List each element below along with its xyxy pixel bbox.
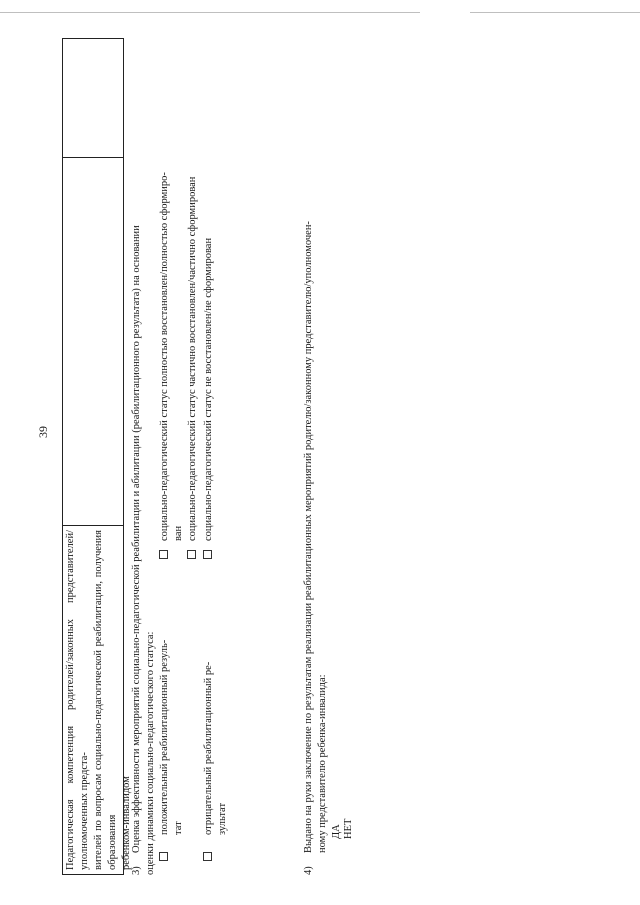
competence-line-2: вителей по вопросам социально-педагогической реабилитации, получения образования (93, 530, 118, 870)
status-full-option (158, 544, 172, 559)
status-partial-option (186, 544, 200, 559)
section-3-title-2: оценки динамики социально-педагогического статуса: (145, 631, 156, 875)
negative-result-label-2: зультат (217, 802, 228, 835)
status-full-label-2: ван (173, 525, 184, 541)
positive-result-label-2: тат (173, 821, 184, 835)
status-none-checkbox[interactable] (203, 550, 212, 559)
scan-edge-line-right (470, 12, 640, 13)
section-4-line-1: Выдано на руки заключение по результатам реализации реабилитационных мероприятий родителю/законному представителю/уполномочен- (303, 221, 314, 853)
status-none-option (202, 544, 216, 559)
negative-result-label-1: отрицательный реабилитационный ре- (203, 661, 214, 835)
positive-result-option (158, 846, 172, 861)
section-3-number: 3) (131, 866, 142, 875)
section-4-number: 4) (303, 866, 314, 875)
positive-result-label-1: положительный реабилитационный резуль- (159, 639, 170, 835)
competence-table (62, 38, 132, 875)
status-partial-label: социально-педагогический статус частично восстановлен/частично сформирован (187, 176, 198, 541)
status-none-label: социально-педагогический статус не восстановлен/не сформирован (203, 237, 214, 541)
rotated-page-content (62, 40, 362, 875)
positive-result-checkbox[interactable] (159, 852, 168, 861)
competence-empty-cell (63, 39, 123, 157)
negative-result-option (202, 846, 216, 861)
page-number: 39 (36, 426, 50, 438)
status-full-label-1: социально-педагогический статус полностью восстановлен/полностью сформиро- (159, 172, 170, 541)
scan-edge-line (0, 12, 420, 13)
competence-cell (63, 525, 132, 874)
status-full-checkbox[interactable] (159, 550, 168, 559)
section-4-yes[interactable]: ДА (331, 824, 342, 839)
competence-line-1: Педагогическая компетенция родителей/законных представителей/уполномоченных предста- (65, 530, 90, 870)
section-4-no[interactable]: НЕТ (343, 818, 354, 839)
negative-result-checkbox[interactable] (203, 852, 212, 861)
competence-value-cell (63, 157, 123, 525)
status-partial-checkbox[interactable] (187, 550, 196, 559)
section-4-line-2: ному представителю ребенка-инвалида: (317, 674, 328, 853)
section-3-title-1: Оценка эффективности мероприятий социально-педагогической реабилитации и абилитации (реабилитационного результата) на основании (131, 225, 142, 853)
competence-line-3: ребенком-инвалидом (121, 776, 132, 870)
